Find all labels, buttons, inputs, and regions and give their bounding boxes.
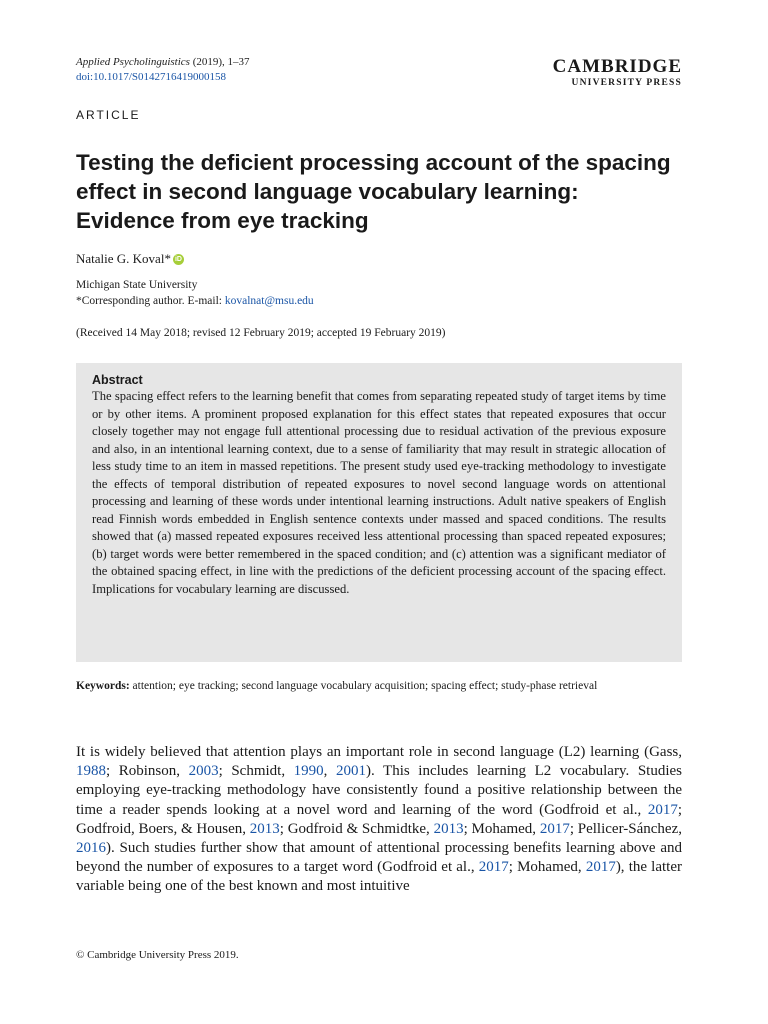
corresponding-prefix: *Corresponding author. E-mail: [76,294,225,307]
publisher-logo-sub: UNIVERSITY PRESS [571,78,682,88]
article-page [76,0,682,1024]
orcid-icon[interactable]: iD [174,255,182,263]
author-line [76,251,184,267]
abstract-text: The spacing effect refers to the learning benefit that comes from separating repeated study of target items by time or by other items. A prominent proposed explanation for this effect states that repeated exposures that occur closely together may not engage full attentional processing due to residual activation of the previous exposure and also, in an intentional learning context, due to a sense of familiarity that may result in strategic allocation of less study time to an item in massed repetitions. The present study used eye-tracking methodology to investigate the effects of temporal distribution of repeated exposures to novel second language words on attentional processing and learning of these words under intentional learning instructions. Adult native speakers of English read Finnish words embedded in English sentence contexts under massed and spaced conditions. The results showed that (a) massed repeated exposures received less attentional processing than spaced repeated exposures; (b) target words were better remembered in the spaced condition; and (c) attention was a significant mediator of the obtained spacing effect, in line with the predictions of the deficient processing account of the spacing effect. Implications for vocabulary learning are discussed. [92,389,666,596]
article-type-label: ARTICLE [76,108,141,122]
citation-link[interactable]: 2017 [585,859,616,876]
body-text-span: ; Schmidt, [218,763,294,780]
body-text-span: ). Such studies further show that amount of attentional processing benefits learning above and beyond the number of exposures to a target word (Godfroid et al., [76,840,682,876]
keywords [76,678,682,694]
citation-link[interactable]: 2017 [539,820,570,837]
body-text-span: It is widely believed that attention plays an important role in second language (L2) learning (Gass, [76,744,682,760]
doi-link[interactable]: doi:10.1017/S0142716419000158 [76,71,227,83]
journal-citation [76,55,250,70]
affiliation: Michigan State University [76,279,198,291]
body-text-span: ; Mohamed, [463,820,540,837]
body-text-span: ). This includes learning L2 vocabulary. Studies employing eye-tracking methodology have consistently found a positive relationship between the time a reader spends looking at a novel word and learning of the word (Godfroid et al., [76,763,682,818]
corresponding-email-link[interactable]: kovalnat@msu.edu [224,294,314,307]
journal-year-pages: (2019), 1–37 [189,56,250,68]
footer-copyright: © Cambridge University Press 2019. [76,949,239,961]
citation-link[interactable]: 2001 [336,763,366,780]
keywords-list: attention; eye tracking; second language vocabulary acquisition; spacing effect; study-phase retrieval [129,680,598,692]
journal-meta [76,55,250,85]
citation-link[interactable]: 1988 [76,763,106,780]
publisher-logo-main: CAMBRIDGE [552,56,682,77]
body-text-span: ), the latter variable being one of the best known and most intuitive [76,859,682,895]
body-text-span: ; Mohamed, [508,859,586,876]
citation-link[interactable]: 2016 [76,840,106,857]
keywords-label: Keywords: [76,680,130,692]
body-text-span: ; Godfroid, Boers, & Housen, [76,801,682,837]
author-name: Natalie G. Koval* [76,251,171,266]
body-text-span: ; Godfroid & Schmidtke, [279,820,434,837]
affiliation-block [76,278,314,309]
citation-link[interactable]: 2013 [433,820,464,837]
journal-name: Applied Psycholinguistics [76,56,190,68]
citation-link[interactable]: 1990 [293,763,324,780]
citation-link[interactable]: 2017 [478,859,509,876]
body-text-span: ; Pellicer-Sánchez, [569,820,682,837]
publisher-logo [553,57,682,89]
corresponding-author [76,294,314,310]
body-text-span: ; Robinson, [106,763,189,780]
body-text-span: , [323,763,336,780]
citation-link[interactable]: 2003 [188,763,219,780]
citation-link[interactable]: 2017 [647,801,678,818]
article-title: Testing the deficient processing account of the spacing effect in second language vocabulary learning: Evidence from eye tracking [76,150,671,233]
publication-history: (Received 14 May 2018; revised 12 February 2019; accepted 19 February 2019) [76,327,446,339]
body-paragraph [76,743,682,897]
abstract-box [76,363,682,662]
citation-link[interactable]: 2013 [249,820,280,837]
abstract-heading: Abstract [92,373,143,387]
